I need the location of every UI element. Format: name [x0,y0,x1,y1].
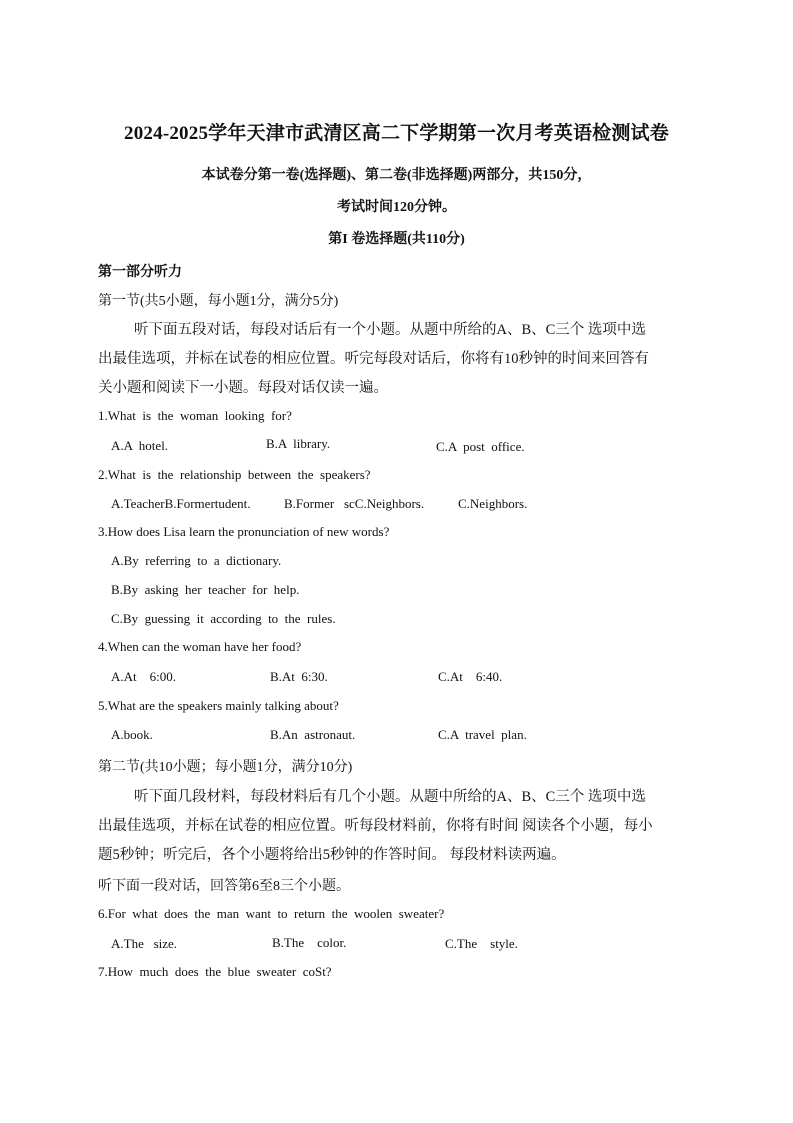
question-5-option-b: B.An astronaut. [270,727,356,742]
question-4-option-b: B.At 6:30. [270,669,328,684]
question-3-option-a: A.By referring to a dictionary. [111,553,282,568]
question-6-option-c: C.The style. [445,936,518,951]
question-2-option-b: B.Former scC.Neighbors. [284,496,425,511]
section-2-instructions [98,783,658,870]
dialog-intro: 听下面一段对话，回答第6至8三个小题。 [98,879,350,894]
question-6-stem: 6.For what does the man want to return the woolen sweater? [98,906,445,921]
question-1-option-a: A.A hotel. [111,438,169,453]
section-1-heading: 第一节(共5小题，每小题1分，满分5分) [98,294,339,309]
question-1-option-c: C.A post office. [436,439,525,454]
question-1-option-b: B.A library. [266,436,331,451]
exam-intro-line-1: 本试卷分第一卷(选择题)、第二卷(非选择题)两部分，共150分， [201,168,592,183]
part-heading: 第一部分听力 [98,265,182,280]
section-2-instructions-text: 听下面几段材料，每段材料后有几个小题。从题中所给的A、B、C三个 选项中选出最佳选项，并标在试卷的相应位置。听每段材料前，你将有时间 阅读各个小题，每小题5秒钟；听完后，各个小题将给出5秒钟的作答时间。 每段材料读两遍。 [98,789,653,863]
section-1-instructions [98,316,658,403]
volume-heading: 第I 卷选择题(共110分) [328,232,465,247]
question-3-stem: 3.How does Lisa learn the pronunciation of new words? [98,524,390,539]
question-4-option-a: A.At 6:00. [111,669,176,684]
question-4-option-c: C.At 6:40. [438,669,503,684]
exam-title: 2024-2025学年天津市武清区高二下学期第一次月考英语检测试卷 [124,123,669,144]
question-5-stem: 5.What are the speakers mainly talking about? [98,698,339,713]
exam-intro-line-2: 考试时间120分钟。 [337,200,456,215]
section-2-heading: 第二节(共10小题；每小题1分，满分10分) [98,760,353,775]
question-3-option-b: B.By asking her teacher for help. [111,582,300,597]
section-1-instructions-text: 听下面五段对话，每段对话后有一个小题。从题中所给的A、B、C三个 选项中选出最佳选项，并标在试卷的相应位置。听完每段对话后，你将有10秒钟的时间来回答有关小题和阅读下一小题。每段对话仅读一遍。 [98,322,649,396]
question-3-option-c: C.By guessing it according to the rules. [111,611,336,626]
question-6-option-b: B.The color. [272,935,347,950]
question-1-stem: 1.What is the woman looking for? [98,408,292,423]
question-2-stem: 2.What is the relationship between the speakers? [98,467,371,482]
question-5-option-c: C.A travel plan. [438,727,527,742]
question-7-stem: 7.How much does the blue sweater coSt? [98,964,332,979]
question-5-option-a: A.book. [111,727,153,742]
question-4-stem: 4.When can the woman have her food? [98,639,302,654]
question-6-option-a: A.The size. [111,936,178,951]
question-2-option-c: C.Neighbors. [458,496,528,511]
question-2-option-a: A.TeacherB.Formertudent. [111,496,251,511]
